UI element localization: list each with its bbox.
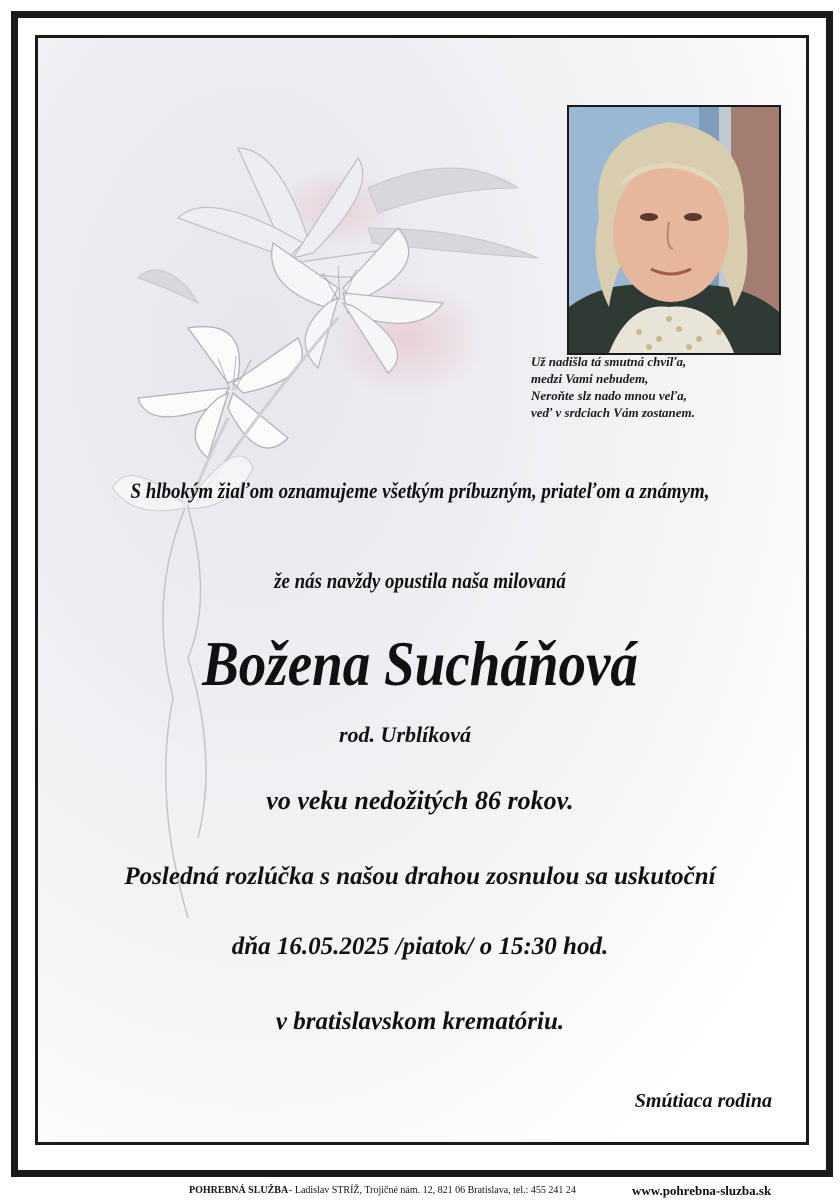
farewell-text: Posledná rozlúčka s našou drahou zosnulou sa uskutoční	[124, 863, 716, 890]
farewell-place: v bratislavskom krematóriu.	[275, 1008, 565, 1035]
poem-line: veď v srdciach Vám zostanem.	[531, 405, 695, 420]
poem-line: medzi Vami nebudem,	[531, 371, 649, 386]
farewell-date: dňa 16.05.2025 /piatok/ o 15:30 hod.	[231, 933, 609, 960]
footer-website-link[interactable]: www.pohrebna-sluzba.sk	[632, 1183, 772, 1198]
footer-company: POHREBNÁ SLUŽBA	[189, 1185, 289, 1196]
maiden-name: rod. Urblíková	[339, 722, 471, 747]
footer-address: - Ladislav STRÍŽ, Trojičné nám. 12, 821 06 Bratislava, tel.: 455 241 24	[289, 1185, 576, 1196]
intro-text-2: že nás navždy opustila naša milovaná	[274, 568, 566, 593]
deceased-name: Božena Sucháňová	[202, 628, 638, 699]
footer	[0, 1183, 840, 1199]
poem-line: Neroňte slz nado mnou veľa,	[531, 388, 687, 403]
poem-line: Už nadišla tá smutná chvíľa,	[531, 354, 687, 369]
intro-text: S hlbokým žiaľom oznamujeme všetkým príbuzným, priateľom a známym,	[130, 478, 710, 503]
portrait-photo	[567, 105, 781, 355]
family-signature: Smútiaca rodina	[634, 1090, 772, 1112]
memorial-poem	[531, 353, 791, 421]
portrait-image	[569, 107, 779, 353]
age-text: vo veku nedožitých 86 rokov.	[266, 786, 574, 815]
